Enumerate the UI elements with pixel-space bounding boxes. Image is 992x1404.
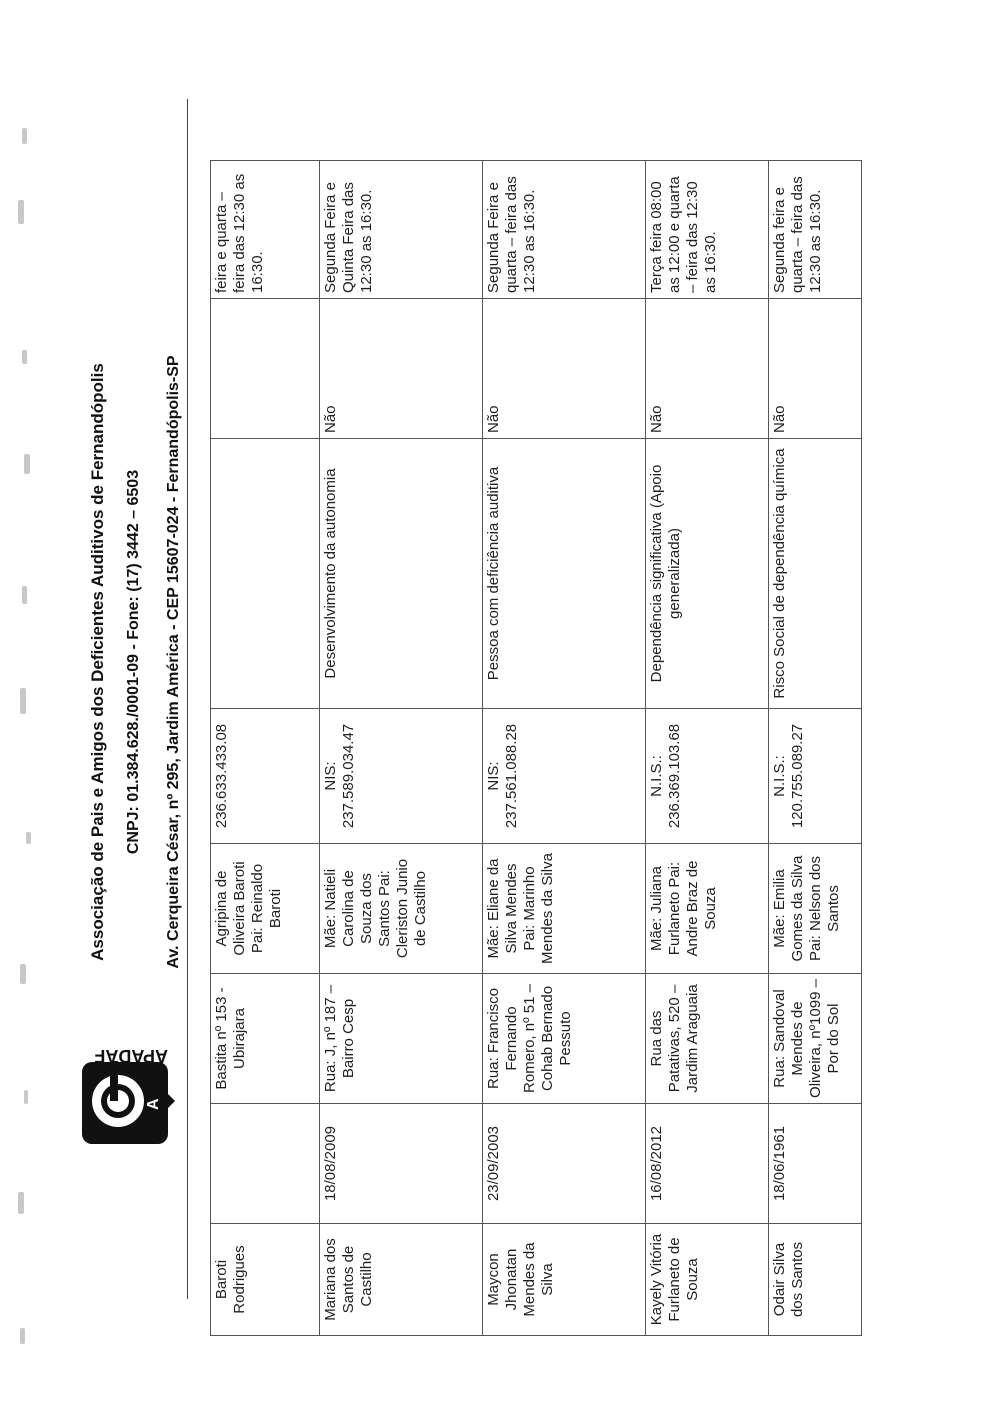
cell-address: Rua: Francisco Fernando Romero, nº 51 – Cohab Bernado Pessuto xyxy=(483,974,646,1104)
cell-condition xyxy=(211,439,320,709)
cell-condition: Risco Social de dependência química xyxy=(769,439,862,709)
cell-condition: Dependência significativa (Apoio generalizada) xyxy=(646,439,769,709)
cell-birth: 23/09/2003 xyxy=(483,1104,646,1224)
cell-flag: Não xyxy=(769,299,862,439)
cell-schedule: Segunda Feira e Quinta Feira das 12:30 as 16:30. xyxy=(320,161,483,299)
header-divider xyxy=(187,99,188,1299)
beneficiaries-table xyxy=(210,160,862,1336)
cell-parents: Mãe: Eliane da Silva Mendes Pai: Marinho Mendes da Silva xyxy=(483,844,646,974)
cell-condition: Pessoa com deficiência auditiva xyxy=(483,439,646,709)
cell-flag: Não xyxy=(483,299,646,439)
logo-letter: A xyxy=(145,1098,162,1110)
cell-schedule: Terça feira 08:00 as 12:00 e quarta – feira das 12:30 as 16:30. xyxy=(646,161,769,299)
org-address: Av. Cerqueira César, nº 295, Jardim América - CEP 15607-024 - Fernandópolis-SP xyxy=(165,355,182,969)
cell-schedule: feira e quarta – feira das 12:30 as 16:30. xyxy=(211,161,320,299)
cell-flag xyxy=(211,299,320,439)
cell-name: Baroti Rodrigues xyxy=(211,1224,320,1336)
cell-name: Kayely Vitória Furlaneto de Souza xyxy=(646,1224,769,1336)
table-row xyxy=(483,161,646,1336)
org-cnpj-phone: CNPJ: 01.384.628./0001-09 - Fone: (17) 3442 – 6503 xyxy=(125,469,142,855)
table-row xyxy=(646,161,769,1336)
cell-parents: Mãe: Emilia Gomes da Silva Pai: Nelson dos Santos xyxy=(769,844,862,974)
cell-name: Maycon Jhonatan Mendes da Silva xyxy=(483,1224,646,1336)
cell-flag: Não xyxy=(646,299,769,439)
cell-flag: Não xyxy=(320,299,483,439)
cell-nis: NIS: 237.589.034.47 xyxy=(320,709,483,844)
cell-birth: 18/08/2009 xyxy=(320,1104,483,1224)
cell-nis: N.I.S.: 236.369.103.68 xyxy=(646,709,769,844)
logo-wordmark: APADAF xyxy=(94,1046,168,1066)
cell-parents: Mãe: Natieli Carolina de Souza dos Santos Pai: Cleriston Junio de Castilho xyxy=(320,844,483,974)
cell-name: Mariana dos Santos de Castilho xyxy=(320,1224,483,1336)
scan-margin-marks xyxy=(0,0,70,1404)
org-name: Associação de Pais e Amigos dos Deficientes Auditivos de Fernandópolis xyxy=(88,363,107,961)
cell-address: Bastita nº 153 - Ubirajara xyxy=(211,974,320,1104)
cell-parents: Mãe: Juliana Furlaneto Pai: Andre Braz de Souza xyxy=(646,844,769,974)
cell-schedule: Segunda feira e quarta – feira das 12:30 as 16:30. xyxy=(769,161,862,299)
cell-address: Rua das Patativas, 520 – Jardim Araguaia xyxy=(646,974,769,1104)
cell-nis: NIS: 237.561.088.28 xyxy=(483,709,646,844)
cell-nis: N.I.S.: 120.755.089.27 xyxy=(769,709,862,844)
cell-name: Odair Silva dos Santos xyxy=(769,1224,862,1336)
cell-condition: Desenvolvimento da autonomia xyxy=(320,439,483,709)
cell-nis: 236.633.433.08 xyxy=(211,709,320,844)
cell-address: Rua: J, nº 187 – Bairro Cesp xyxy=(320,974,483,1104)
cell-schedule: Segunda Feira e quarta – feira das 12:30 as 16:30. xyxy=(483,161,646,299)
table-row xyxy=(320,161,483,1336)
cell-address: Rua: Sandoval Mendes de Oliveira, nº1099 – Por do Sol xyxy=(769,974,862,1104)
cell-birth: 16/08/2012 xyxy=(646,1104,769,1224)
cell-birth xyxy=(211,1104,320,1224)
cell-parents: Agripina de Oliveira Baroti Pai: Reinaldo Baroti xyxy=(211,844,320,974)
cell-birth: 18/06/1961 xyxy=(769,1104,862,1224)
table-row xyxy=(211,161,320,1336)
table-row xyxy=(769,161,862,1336)
